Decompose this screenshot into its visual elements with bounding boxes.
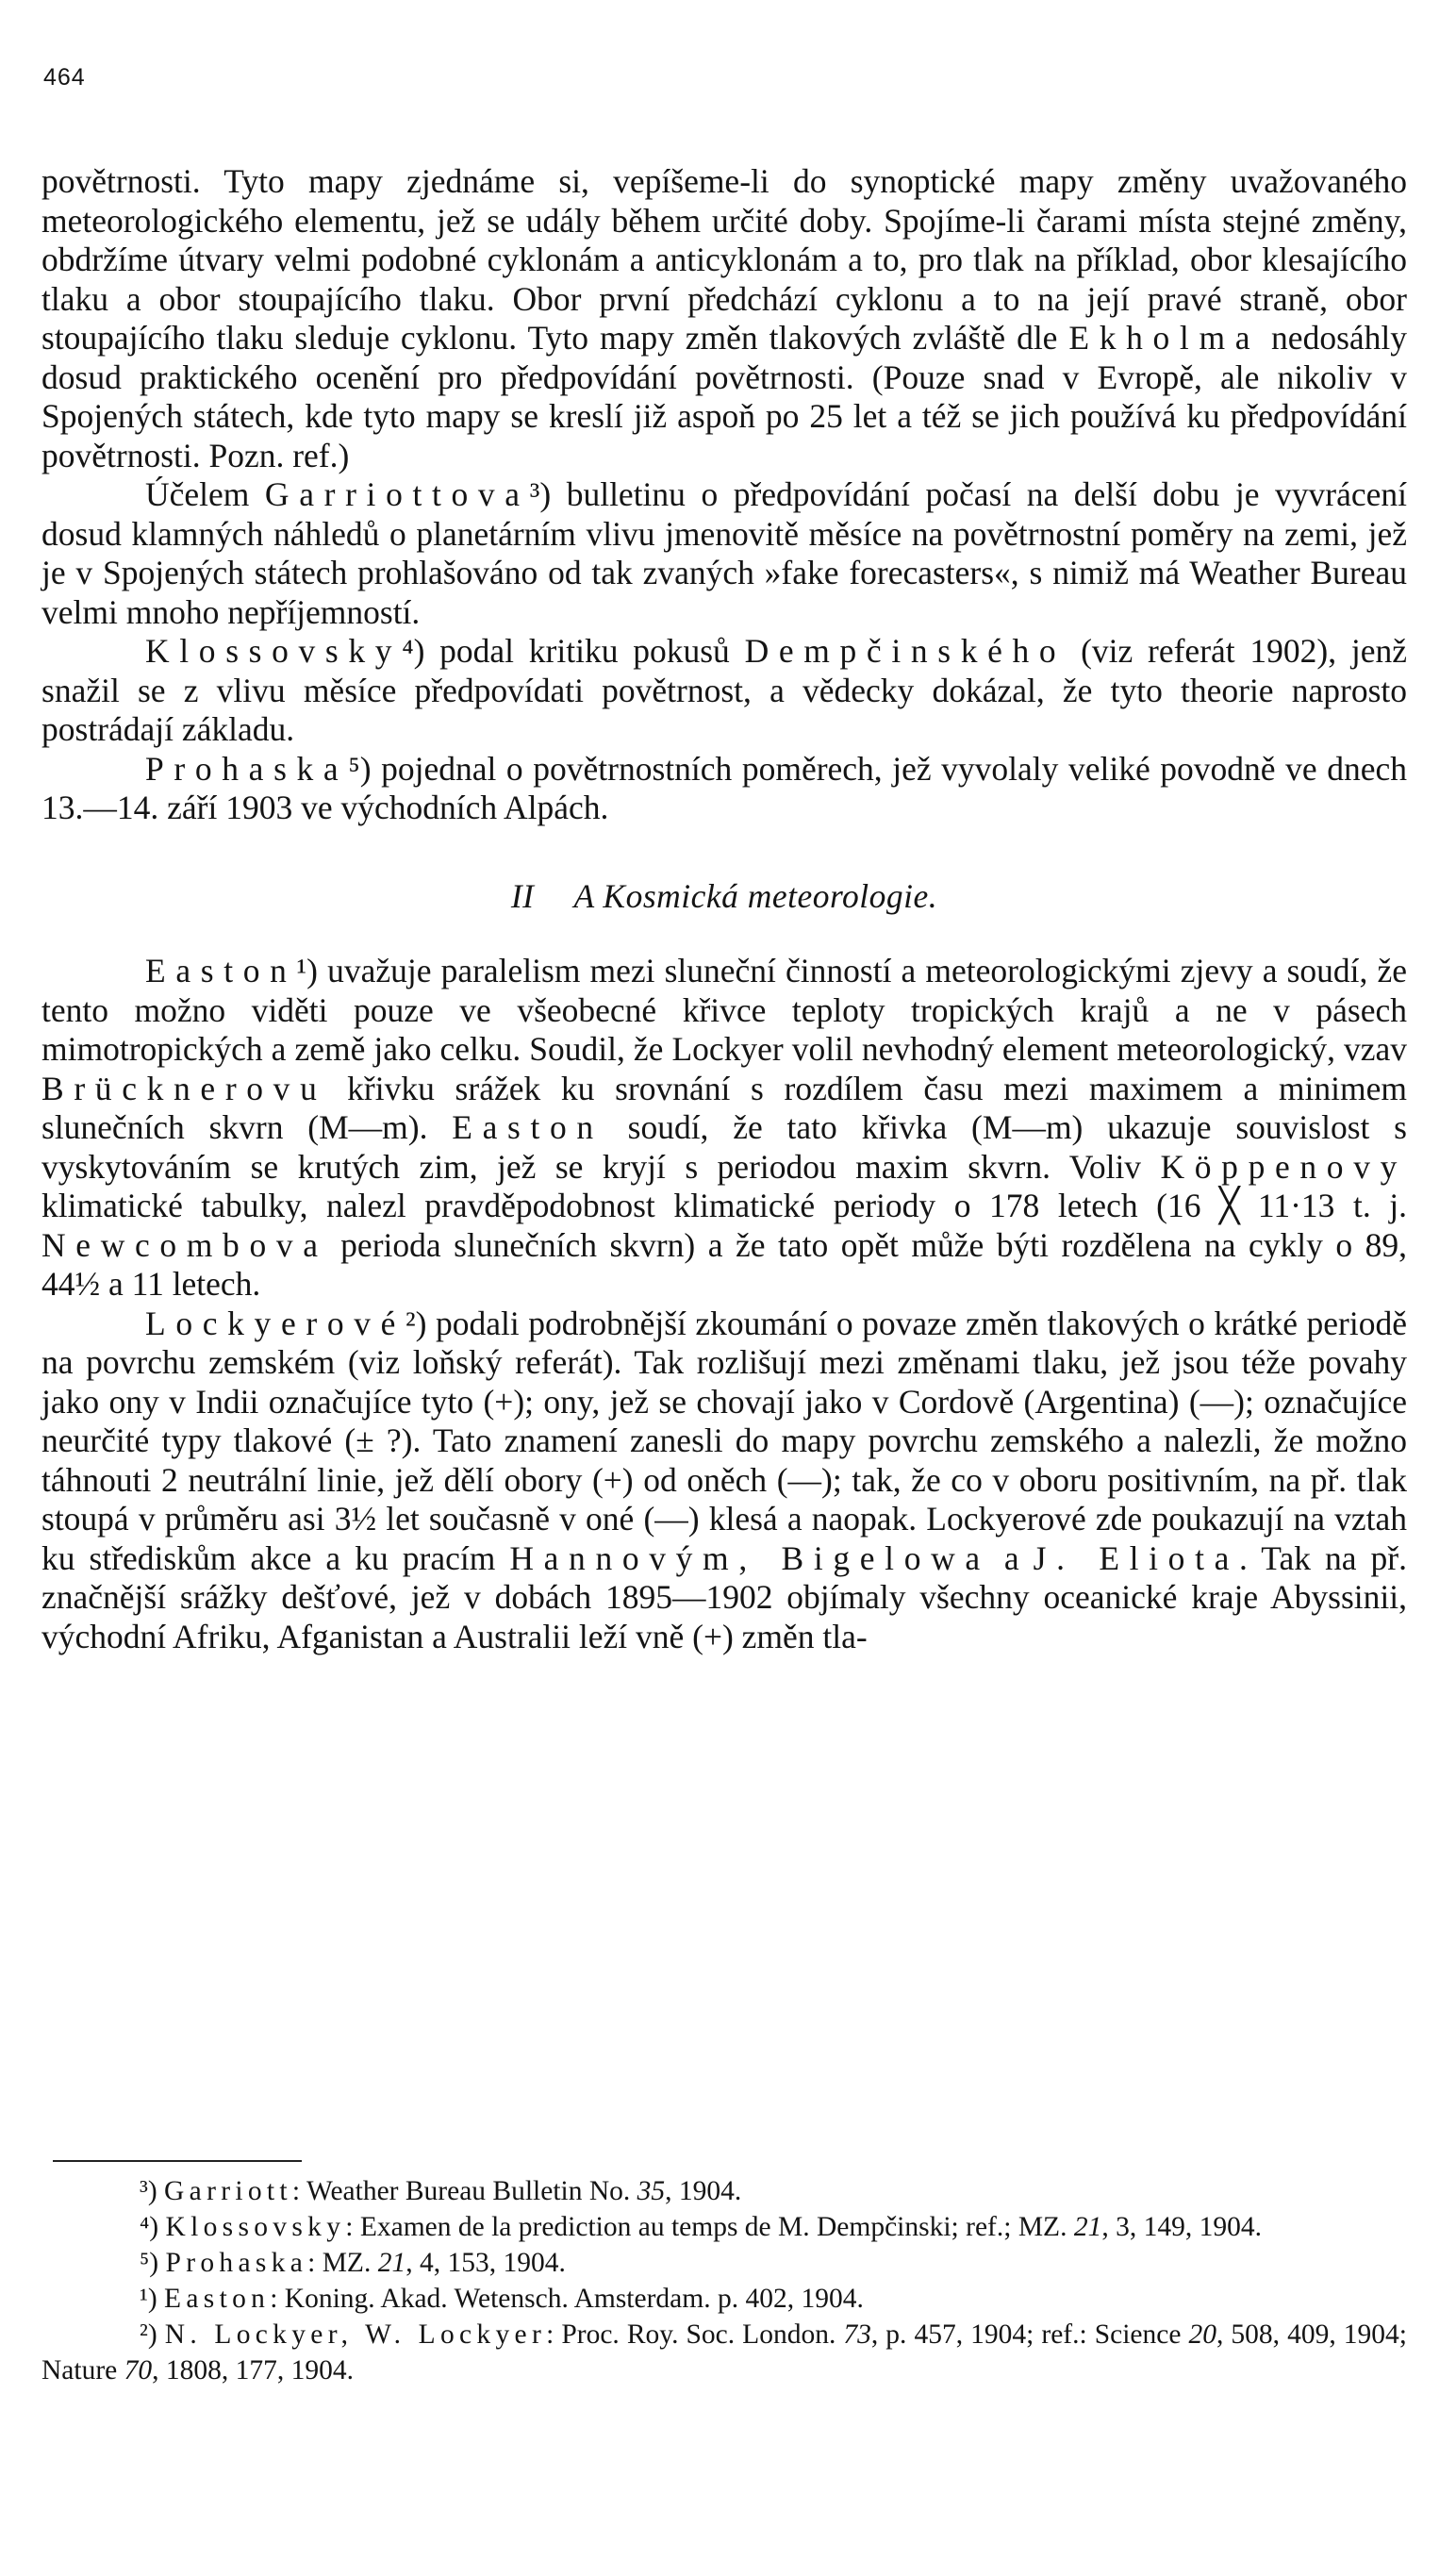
paragraph-3: Klossovsky⁴) podal kritiku pokusů Dempčinského (viz referát 1902), jenž snažil se z vlivu měsíce předpovídati povětrnost, a vědecky dokázal, že tyto theorie naprosto postrádají základu. (41, 632, 1407, 748)
author-name: Lockyerové (145, 1304, 406, 1342)
page-number: 464 (43, 64, 86, 91)
section-heading (41, 877, 1407, 917)
author-name: Klossovsky (145, 632, 403, 670)
footnotes (41, 2173, 1407, 2388)
footnote-divider (53, 2160, 302, 2162)
paragraph-5: Easton¹) uvažuje paralelism mezi sluneční činností a meteorologickými zjevy a soudí, že tento možno viděti pouze ve všeobecné křivce teploty tropických krajů a ne v pásech mimotropických a země jako celku. Soudil, že Lockyer volil nevhodný element meteorologický, vzav Brücknerovu křivku srážek ku srovnání s rozdílem času mezi maximem a minimem slunečních skvrn (M—m). Easton soudí, že tato křivka (M—m) ukazuje souvislost s vyskytováním se krutých zim, jež se kryjí s periodou maxim skvrn. Voliv Köppenovy klimatické tabulky, nalezl pravděpodobnost klimatické periody o 178 letech (16 ╳ 11·13 t. j. Newcombova perioda slunečních skvrn) a že tato opět může býti rozdělena na cykly o 89, 44½ a 11 letech. (41, 952, 1407, 1303)
author-name: J. Eliota (1033, 1538, 1239, 1577)
author-name: Prohaska (145, 749, 349, 788)
author-name: Brücknerovu (41, 1069, 327, 1107)
author-name: Ekholma (1068, 319, 1261, 357)
author-name: Dempčinského (744, 632, 1067, 670)
footnote: ⁴) Klossovsky: Examen de la prediction au temps de M. Dempčinski; ref.; MZ. 21, 3, 149, 1904. (140, 2212, 1262, 2242)
paragraph-4: Prohaska⁵) pojednal o povětrnostních poměrech, jež vyvolaly veliké povodně ve dnech 13.—14. září 1903 ve východních Alpách. (41, 749, 1407, 826)
footnote: ¹) Easton: Koning. Akad. Wetensch. Amsterdam. p. 402, 1904. (140, 2284, 864, 2314)
author-name: Easton (452, 1108, 604, 1146)
author-name: Garriottova (264, 475, 530, 513)
author-name: Easton (145, 952, 297, 989)
main-text (41, 162, 1407, 1656)
author-name: Köppenovy (1160, 1147, 1407, 1186)
footnote: ⁵) Prohaska: MZ. 21, 4, 153, 1904. (140, 2248, 566, 2278)
section-number: II (510, 876, 535, 915)
paragraph-1: povětrnosti. Tyto mapy zjednáme si, vepíšeme-li do synoptické mapy změny uvažovaného meteorologického elementu, jež se udály během určité doby. Spojíme-li čarami místa stejné změny, obdržíme útvary velmi podobné cyklonám a anticyklonám a to, pro tlak na příklad, obor klesajícího tlaku a obor stoupajícího tlaku. Obor první předchází cyklonu a to na její pravé straně, obor stoupajícího tlaku sleduje cyklonu. Tyto mapy změn tlakových zvláště dle Ekholma nedosáhly dosud praktického ocenění pro předpovídání povětrnosti. (Pouze snad v Evropě, ale nikoliv v Spojených státech, kde tyto mapy se kreslí již aspoň po 25 let a též se jich používá ku předpovídání povětrnosti. Pozn. ref.) (41, 162, 1407, 474)
paragraph-6: Lockyerové²) podali podrobnější zkoumání o povaze změn tlakových o krátké periodě na povrchu zemském (viz loňský referát). Tak rozlišují mezi změnami tlaku, jež jsou téže povahy jako ony v Indii označujíce tyto (+); ony, jež se chovají jako v Cordově (Argentina) (—); označujíce neurčité typy tlakové (± ?). Tato znamení zanesli do mapy povrchu zemského a nalezli, že možno táhnouti 2 neutrální linie, jež dělí obory (+) od oněch (—); tak, že co v oboru positivním, na př. tlak stoupá v průměru asi 3½ let současně v oné (—) klesá a naopak. Lockyerové zde poukazují na vztah ku střediskům akce a ku pracím Hannovým, Bigelowa a J. Eliota. Tak na př. značnější srážky dešťové, jež v dobách 1895—1902 objímaly všechny oceanické kraje Abyssinii, východní Afriku, Afganistan a Australii leží vně (+) změn tla- (41, 1304, 1408, 1655)
section-title: A Kosmická meteorologie. (573, 876, 938, 915)
paragraph-2: Účelem Garriottova³) bulletinu o předpovídání počasí na delší dobu je vyvrácení dosud klamných náhledů o planetárním vlivu jmenovitě měsíce na povětrnostní poměry na zemi, jež je v Spojených státech prohlašováno od tak zvaných »fake forecasters«, s nimiž má Weather Bureau velmi mnoho nepříjemností. (41, 475, 1407, 631)
author-name: Hannovým, Bigelowa (509, 1538, 990, 1577)
footnote: ²) N. Lockyer, W. Lockyer: Proc. Roy. Soc. London. 73, p. 457, 1904; ref.: Science 20, 508, 409, 1904; Nature 70, 1808, 177, 1904. (41, 2319, 1407, 2385)
author-name: Newcombova (41, 1225, 328, 1264)
footnote: ³) Garriott: Weather Bureau Bulletin No. 35, 1904. (140, 2176, 742, 2206)
